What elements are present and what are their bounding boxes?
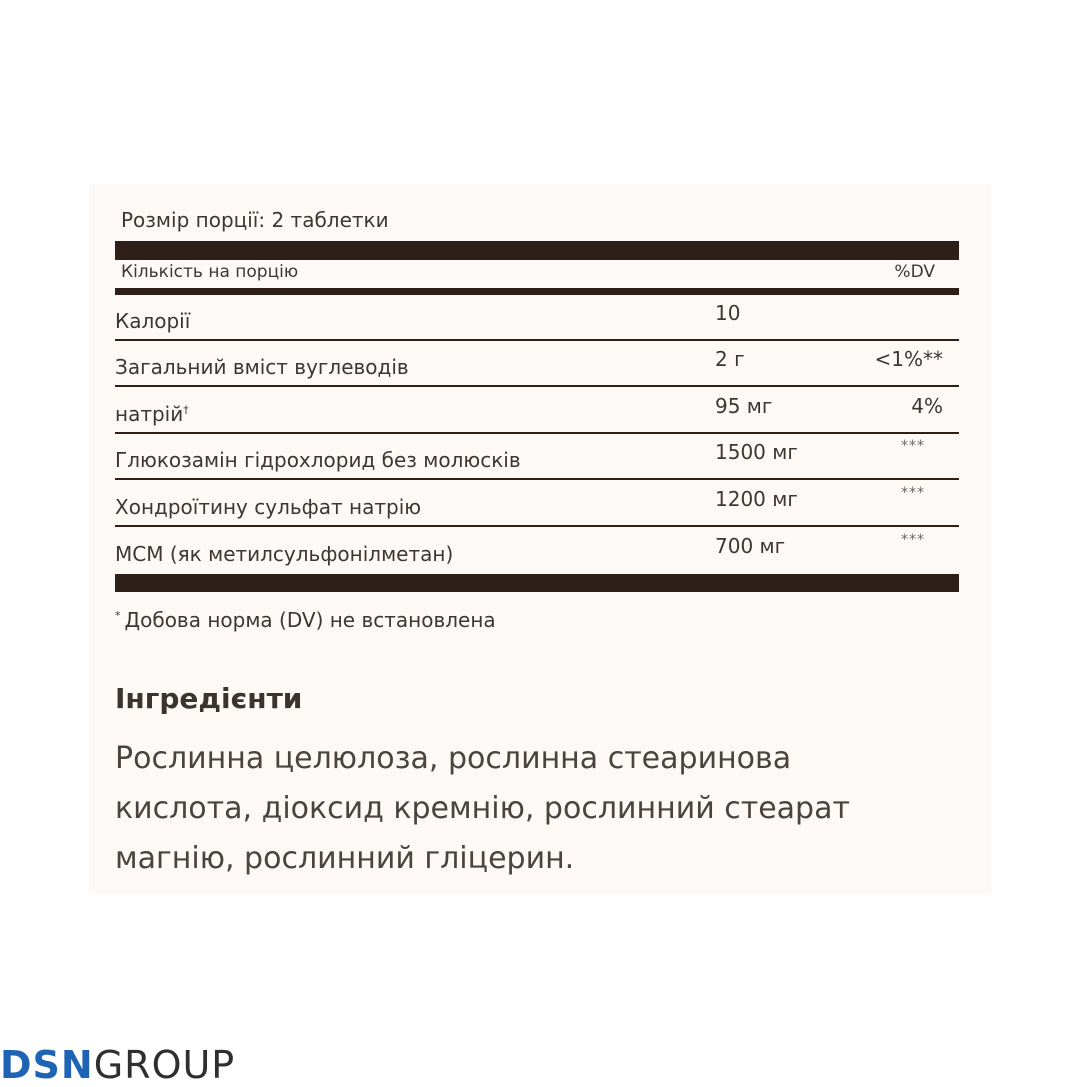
nutrient-name: МСМ (як метилсульфонілметан) <box>115 542 454 566</box>
table-header <box>115 262 959 286</box>
table-row <box>115 528 959 574</box>
nutrient-dv: 4% <box>911 394 943 418</box>
nutrient-amount: 95 мг <box>715 394 773 418</box>
footnote-text: Добова норма (DV) не встановлена <box>124 608 496 632</box>
top-rule <box>115 241 959 260</box>
ingredients-text: Рослинна целюлоза, рослинна стеаринова кислота, діоксид кремнію, рослинний стеарат магнію, рослинний гліцерин. <box>115 741 850 876</box>
logo-group: GROUP <box>93 1043 236 1087</box>
dsn-group-logo <box>0 1043 236 1087</box>
amount-per-serving-label: Кількість на порцію <box>121 262 299 282</box>
header-rule <box>115 288 959 295</box>
nutrient-dv: *** <box>901 438 925 454</box>
nutrient-dv: *** <box>901 485 925 501</box>
nutrient-amount: 1500 мг <box>715 440 798 464</box>
nutrient-name: Глюкозамін гідрохлорид без молюсків <box>115 448 521 472</box>
ingredients-title: Інгредієнти <box>115 682 303 715</box>
row-divider <box>115 385 959 387</box>
table-row <box>115 434 959 480</box>
nutrient-name: Хондроїтину сульфат натрію <box>115 495 422 519</box>
nutrient-footnote-mark: † <box>183 403 189 417</box>
nutrient-amount: 700 мг <box>715 534 786 558</box>
bottom-rule <box>115 574 959 592</box>
nutrient-amount: 1200 мг <box>715 487 798 511</box>
dv-header-label: %DV <box>894 262 935 282</box>
row-divider <box>115 525 959 527</box>
table-row <box>115 341 959 387</box>
nutrient-name: Загальний вміст вуглеводів <box>115 355 409 379</box>
table-row <box>115 388 959 434</box>
table-row <box>115 481 959 527</box>
serving-size: Розмір порції: 2 таблетки <box>121 208 389 232</box>
dv-footnote <box>115 608 496 632</box>
logo-dsn: DSN <box>0 1043 94 1087</box>
nutrient-name: натрій† <box>115 402 189 426</box>
nutrient-amount: 10 <box>715 301 741 325</box>
footnote-mark: * <box>115 609 121 623</box>
nutrient-name: Калорії <box>115 309 191 333</box>
nutrient-dv: *** <box>901 532 925 548</box>
table-row <box>115 295 959 341</box>
nutrient-dv: <1%** <box>874 347 943 371</box>
nutrient-amount: 2 г <box>715 347 745 371</box>
row-divider <box>115 478 959 480</box>
